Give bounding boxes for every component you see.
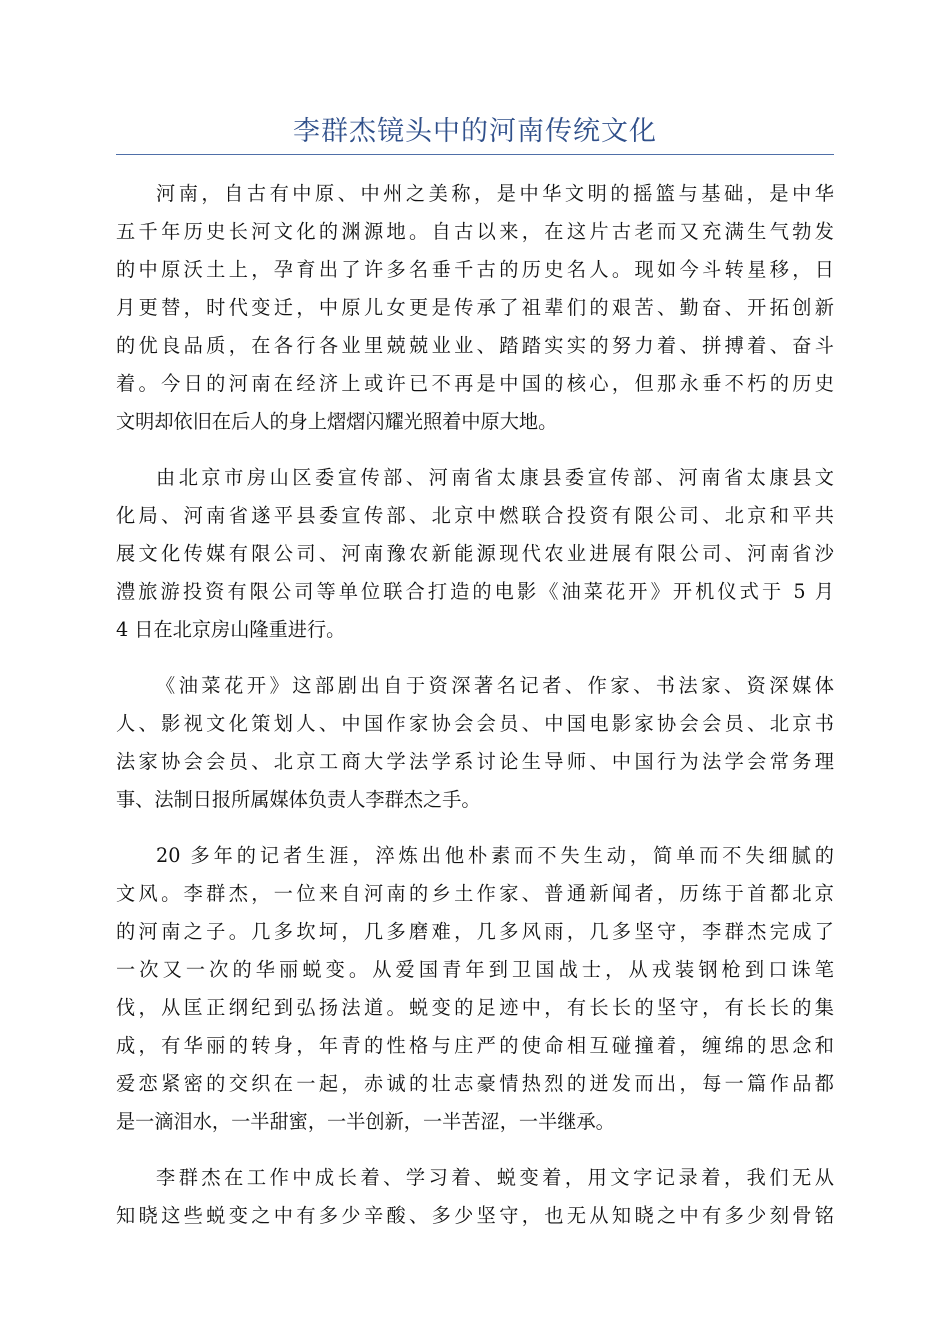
text-line: 月更替，时代变迁，中原儿女更是传承了祖辈们的艰苦、勤奋、开拓创新 [116,296,834,319]
text-line: 河南，自古有中原、中州之美称，是中华文明的摇篮与基础，是中华 [156,182,834,205]
text-line: 展文化传媒有限公司、河南豫农新能源现代农业进展有限公司、河南省沙 [116,542,834,565]
title-underline [116,154,834,155]
text-line: 文风。李群杰，一位来自河南的乡土作家、普通新闻者，历练于首都北京 [116,882,834,905]
text-line: 《油菜花开》这部剧出自于资深著名记者、作家、书法家、资深媒体 [156,674,834,697]
paragraph [116,459,834,649]
text-line: 20 多年的记者生涯，淬炼出他朴素而不失生动，简单而不失细腻的 [156,844,834,867]
text-line: 的河南之子。几多坎坷，几多磨难，几多风雨，几多坚守，李群杰完成了 [116,920,834,943]
text-line: 化局、河南省遂平县委宣传部、北京中燃联合投资有限公司、北京和平共 [116,504,834,527]
text-line: 爱恋紧密的交织在一起，赤诚的壮志豪情热烈的迸发而出，每一篇作品都 [116,1072,834,1095]
text-line: 伐，从匡正纲纪到弘扬法道。蜕变的足迹中，有长长的坚守，有长长的集 [116,996,834,1019]
text-line: 成，有华丽的转身，年青的性格与庄严的使命相互碰撞着，缠绵的思念和 [116,1034,834,1057]
text-line: 的中原沃土上，孕育出了许多名垂千古的历史名人。现如今斗转星移，日 [116,258,834,281]
document-body [116,175,834,1253]
text-line: 李群杰在工作中成长着、学习着、蜕变着，用文字记录着，我们无从 [156,1166,834,1189]
text-line: 是一滴泪水，一半甜蜜，一半创新，一半苦涩，一半继承。 [116,1110,615,1133]
document-title: 李群杰镜头中的河南传统文化 [293,116,657,147]
text-line: 人、影视文化策划人、中国作家协会会员、中国电影家协会会员、北京书 [116,712,834,735]
text-line: 一次又一次的华丽蜕变。从爱国青年到卫国战士，从戎装钢枪到口诛笔 [116,958,834,981]
paragraph [116,1159,834,1235]
text-line: 文明却依旧在后人的身上熠熠闪耀光照着中原大地。 [116,410,558,433]
paragraph [116,175,834,441]
text-line: 由北京市房山区委宣传部、河南省太康县委宣传部、河南省太康县文 [156,466,834,489]
text-line: 4 日在北京房山隆重进行。 [116,618,346,641]
text-line: 事、法制日报所属媒体负责人李群杰之手。 [116,788,481,811]
paragraph [116,667,834,819]
text-line: 五千年历史长河文化的渊源地。自古以来，在这片古老而又充满生气勃发 [116,220,834,243]
text-line: 知晓这些蜕变之中有多少辛酸、多少坚守，也无从知晓之中有多少刻骨铭 [116,1204,834,1227]
text-line: 的优良品质，在各行各业里兢兢业业、踏踏实实的努力着、拼搏着、奋斗 [116,334,834,357]
text-line: 法家协会会员、北京工商大学法学系讨论生导师、中国行为法学会常务理 [116,750,834,773]
text-line: 着。今日的河南在经济上或许已不再是中国的核心，但那永垂不朽的历史 [116,372,834,395]
paragraph [116,837,834,1141]
text-line: 澧旅游投资有限公司等单位联合打造的电影《油菜花开》开机仪式于 5 月 [116,580,834,603]
